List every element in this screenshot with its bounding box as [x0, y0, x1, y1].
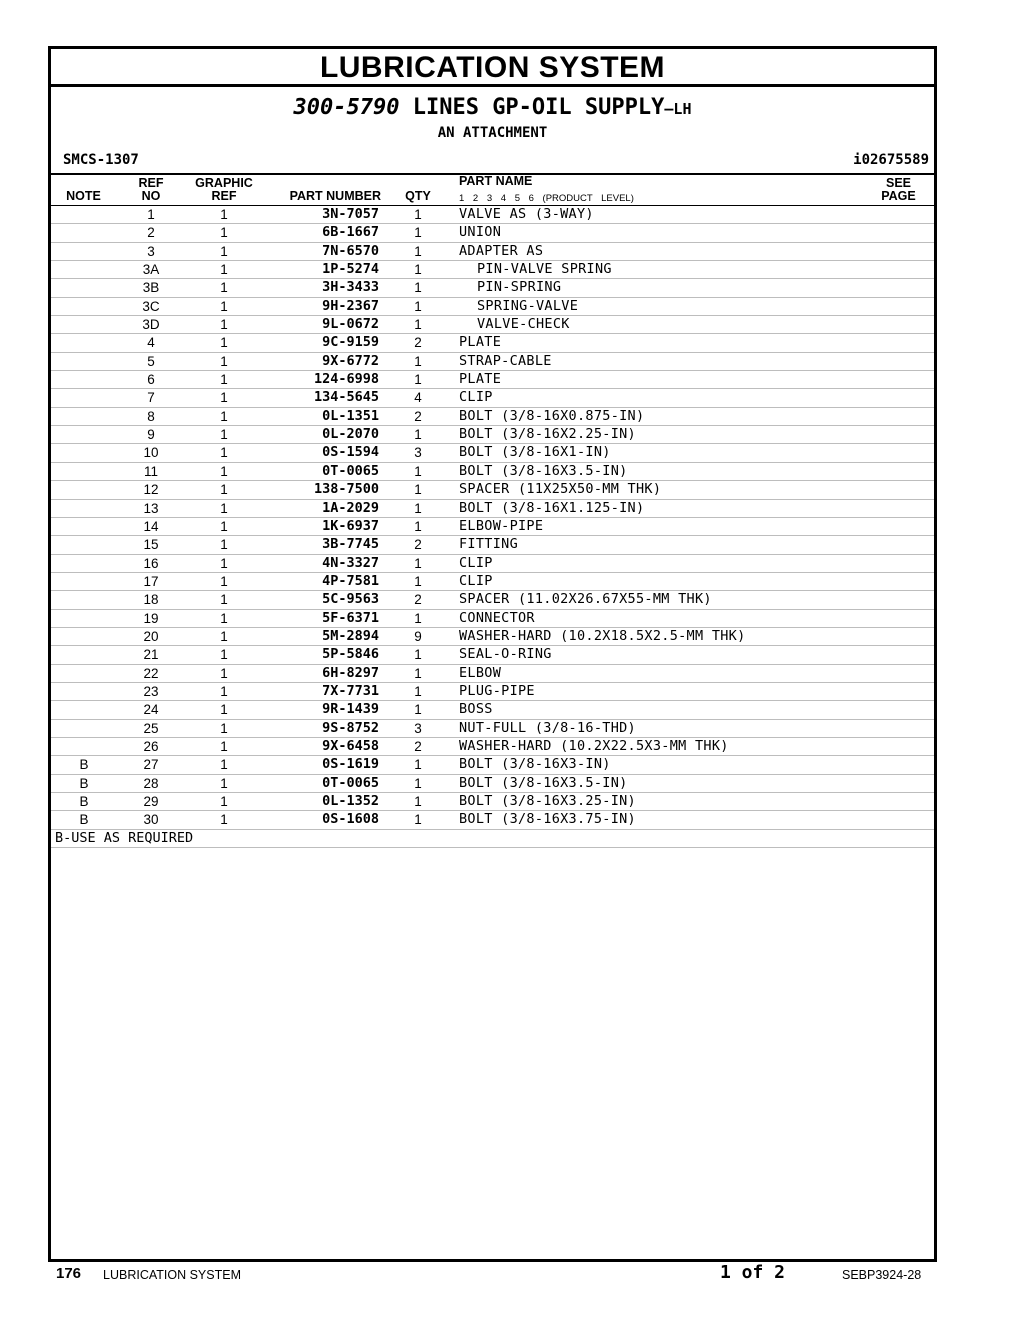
graphic-ref-cell: 1: [220, 683, 228, 699]
part-number-cell: 3N-7057: [322, 206, 379, 222]
table-row: [51, 206, 934, 224]
header-graphic-ref-bottom: REF: [211, 189, 237, 203]
part-name-cell: PIN-VALVE SPRING: [477, 261, 612, 278]
part-name-cell: CLIP: [459, 572, 493, 589]
ref-no-cell: 16: [143, 555, 159, 571]
part-name-cell: CLIP: [459, 554, 493, 571]
qty-cell: 2: [414, 592, 422, 608]
graphic-ref-cell: 1: [220, 353, 228, 369]
smcs-code: SMCS-1307: [63, 152, 139, 168]
qty-cell: 2: [414, 335, 422, 351]
part-number-cell: 7X-7731: [322, 682, 379, 699]
ref-no-cell: 17: [143, 573, 159, 589]
ref-no-cell: 20: [143, 628, 159, 644]
part-number-cell: 0L-1351: [322, 407, 379, 424]
qty-cell: 1: [414, 812, 422, 828]
ref-no-cell: 7: [147, 390, 155, 406]
header-qty: QTY: [405, 189, 431, 203]
part-number-cell: 0T-0065: [322, 462, 379, 479]
table-row: [51, 408, 934, 426]
ref-no-cell: 29: [143, 794, 159, 809]
ref-no-cell: 25: [143, 720, 159, 736]
part-name-cell: CLIP: [459, 389, 493, 406]
part-number-cell: 6B-1667: [322, 224, 379, 241]
document-id: i02675589: [853, 152, 929, 168]
ref-no-cell: 27: [143, 757, 159, 773]
note-cell: B: [79, 794, 89, 809]
part-name-cell: STRAP-CABLE: [459, 352, 552, 369]
footer-page-number: 176: [56, 1265, 82, 1282]
part-number-cell: 134-5645: [313, 389, 379, 406]
table-row: [51, 775, 934, 793]
table-row: [51, 555, 934, 573]
header-graphic-ref-top: GRAPHIC: [195, 176, 253, 190]
ref-no-cell: 4: [147, 335, 155, 351]
table-row: [51, 518, 934, 536]
graphic-ref-cell: 1: [220, 372, 228, 388]
part-name-cell: PLATE: [459, 371, 502, 388]
qty-cell: 1: [414, 243, 422, 259]
part-number-cell: 1P-5274: [322, 261, 379, 278]
table-row: [51, 298, 934, 316]
ref-no-cell: 11: [143, 463, 158, 479]
graphic-ref-cell: 1: [220, 665, 228, 681]
part-name-cell: BOLT (3/8-16X2.25-IN): [459, 426, 636, 443]
graphic-ref-cell: 1: [220, 537, 228, 553]
qty-cell: 1: [414, 463, 422, 479]
qty-cell: 1: [414, 775, 422, 791]
part-name-cell: WASHER-HARD (10.2X22.5X3-MM THK): [459, 737, 729, 754]
part-number-cell: 5M-2894: [322, 627, 379, 644]
ref-no-cell: 18: [143, 592, 159, 608]
ref-no-cell: 5: [147, 353, 155, 369]
table-row: [51, 591, 934, 609]
group-part-number: 300-5790: [293, 95, 400, 120]
part-number-cell: 1A-2029: [322, 499, 379, 516]
table-row: [51, 481, 934, 499]
footer-page-of: 1 of 2: [720, 1262, 786, 1283]
graphic-ref-cell: 1: [220, 720, 228, 736]
qty-cell: 1: [414, 262, 422, 278]
footer-section: LUBRICATION SYSTEM: [103, 1268, 241, 1282]
graphic-ref-cell: 1: [220, 335, 228, 351]
graphic-ref-cell: 1: [220, 207, 228, 222]
graphic-ref-cell: 1: [220, 775, 228, 791]
qty-cell: 1: [414, 482, 422, 498]
part-number-cell: 124-6998: [313, 371, 379, 388]
ref-no-cell: 23: [143, 683, 159, 699]
qty-cell: 4: [414, 390, 422, 406]
part-name-cell: ELBOW-PIPE: [459, 517, 544, 534]
qty-cell: 2: [414, 537, 422, 553]
part-name-cell: FITTING: [459, 536, 518, 553]
part-number-cell: 9S-8752: [322, 719, 379, 736]
part-number-cell: 9R-1439: [322, 701, 379, 718]
qty-cell: 1: [414, 573, 422, 589]
table-row: [51, 426, 934, 444]
part-number-cell: 0S-1608: [322, 811, 379, 828]
qty-cell: 2: [414, 408, 422, 424]
table-row: [51, 389, 934, 407]
header-see-top: SEE: [885, 176, 911, 190]
group-name: LINES GP-OIL SUPPLY: [412, 95, 665, 120]
part-number-cell: 9H-2367: [322, 297, 379, 314]
part-number-cell: 4P-7581: [322, 572, 379, 589]
page-footer: [0, 1262, 1020, 1286]
graphic-ref-cell: 1: [220, 573, 228, 589]
part-number-cell: 3H-3433: [322, 279, 379, 296]
table-row: [51, 683, 934, 701]
part-name-cell: BOLT (3/8-16X3.5-IN): [459, 774, 628, 791]
table-row: [51, 536, 934, 554]
attachment-label: AN ATTACHMENT: [437, 125, 548, 141]
header-note: NOTE: [66, 189, 101, 203]
ref-no-cell: 10: [143, 445, 159, 461]
table-row: [51, 646, 934, 664]
qty-cell: 1: [414, 225, 422, 241]
qty-cell: 1: [414, 518, 422, 534]
ref-no-cell: 9: [147, 427, 155, 443]
table-row: [51, 610, 934, 628]
part-name-cell: PIN-SPRING: [477, 279, 562, 296]
part-number-cell: 0L-2070: [322, 426, 379, 443]
qty-cell: 3: [414, 720, 422, 736]
part-name-cell: BOLT (3/8-16X3.25-IN): [459, 793, 636, 809]
part-number-cell: 9X-6458: [322, 737, 379, 754]
part-name-cell: PLUG-PIPE: [459, 682, 535, 699]
table-row: [51, 701, 934, 719]
ref-no-cell: 3B: [142, 280, 160, 296]
part-name-cell: BOLT (3/8-16X3-IN): [459, 756, 611, 773]
note-cell: B: [79, 775, 89, 791]
graphic-ref-cell: 1: [220, 500, 228, 516]
ref-no-cell: 22: [143, 665, 159, 681]
part-name-cell: SPACER (11X25X50-MM THK): [459, 481, 662, 498]
ref-no-cell: 21: [143, 647, 159, 663]
graphic-ref-cell: 1: [220, 518, 228, 534]
qty-cell: 1: [414, 280, 422, 296]
part-name-cell: NUT-FULL (3/8-16-THD): [459, 719, 636, 736]
ref-no-cell: 14: [143, 518, 159, 534]
table-row: [51, 756, 934, 774]
part-number-cell: 5F-6371: [322, 609, 379, 626]
qty-cell: 1: [414, 647, 422, 663]
footnote: B-USE AS REQUIRED: [51, 830, 934, 848]
qty-cell: 1: [414, 372, 422, 388]
ref-no-cell: 12: [143, 482, 159, 498]
group-suffix: —LH: [664, 100, 692, 118]
ref-no-cell: 6: [147, 372, 155, 388]
graphic-ref-cell: 1: [220, 225, 228, 241]
table-row: [51, 720, 934, 738]
graphic-ref-cell: 1: [220, 243, 228, 259]
qty-cell: 1: [414, 317, 422, 333]
table-row: [51, 334, 934, 352]
graphic-ref-cell: 1: [220, 317, 228, 333]
part-number-cell: 0L-1352: [322, 793, 379, 809]
table-row: [51, 665, 934, 683]
note-cell: B: [79, 757, 89, 773]
table-row: [51, 261, 934, 279]
part-name-cell: BOLT (3/8-16X1-IN): [459, 444, 611, 461]
qty-cell: 1: [414, 500, 422, 516]
ref-no-cell: 3A: [142, 262, 160, 278]
part-name-cell: BOSS: [459, 701, 493, 718]
table-row: [51, 371, 934, 389]
part-number-cell: 9X-6772: [322, 352, 379, 369]
part-name-cell: VALVE AS (3-WAY): [459, 206, 594, 222]
part-number-cell: 0S-1594: [322, 444, 379, 461]
header-part-number: PART NUMBER: [289, 189, 381, 203]
part-name-cell: SEAL-O-RING: [459, 646, 552, 663]
table-header: [51, 175, 934, 205]
part-number-cell: 7N-6570: [322, 242, 379, 259]
qty-cell: 1: [414, 665, 422, 681]
table-row: [51, 738, 934, 756]
table-row: [51, 279, 934, 297]
qty-cell: 2: [414, 738, 422, 754]
ref-no-cell: 13: [143, 500, 159, 516]
qty-cell: 1: [414, 298, 422, 314]
qty-cell: 1: [414, 683, 422, 699]
qty-cell: 1: [414, 794, 422, 809]
table-row: [51, 573, 934, 591]
graphic-ref-cell: 1: [220, 794, 228, 809]
qty-cell: 1: [414, 427, 422, 443]
header-see-bottom: PAGE: [881, 189, 916, 203]
page-title: LUBRICATION SYSTEM: [51, 49, 934, 87]
part-number-cell: 9L-0672: [322, 316, 379, 333]
graphic-ref-cell: 1: [220, 628, 228, 644]
ref-no-cell: 15: [143, 537, 159, 553]
part-number-cell: 5C-9563: [322, 591, 379, 608]
ref-no-cell: 19: [143, 610, 159, 626]
qty-cell: 9: [414, 628, 422, 644]
part-number-cell: 3B-7745: [322, 536, 379, 553]
table-row: [51, 243, 934, 261]
qty-cell: 1: [414, 353, 422, 369]
ref-no-cell: 24: [143, 702, 159, 718]
part-name-cell: PLATE: [459, 334, 502, 351]
part-name-cell: VALVE-CHECK: [477, 316, 570, 333]
part-number-cell: 138-7500: [313, 481, 379, 498]
table-row: [51, 224, 934, 242]
ref-no-cell: 3: [147, 243, 155, 259]
graphic-ref-cell: 1: [220, 482, 228, 498]
part-number-cell: 0S-1619: [322, 756, 379, 773]
table-row: [51, 811, 934, 829]
table-row: [51, 316, 934, 334]
part-name-cell: BOLT (3/8-16X3.5-IN): [459, 462, 628, 479]
graphic-ref-cell: 1: [220, 702, 228, 718]
graphic-ref-cell: 1: [220, 280, 228, 296]
header-ref-no-top: REF: [138, 176, 164, 190]
graphic-ref-cell: 1: [220, 427, 228, 443]
table-row: [51, 793, 934, 811]
ref-no-cell: 26: [143, 738, 159, 754]
part-number-cell: 5P-5846: [322, 646, 379, 663]
header-part-name: PART NAME: [459, 174, 533, 188]
header-product-level: 1 2 3 4 5 6 (PRODUCT LEVEL): [459, 193, 634, 204]
part-name-cell: BOLT (3/8-16X3.75-IN): [459, 811, 636, 828]
part-name-cell: WASHER-HARD (10.2X18.5X2.5-MM THK): [459, 627, 746, 644]
graphic-ref-cell: 1: [220, 463, 228, 479]
ref-no-cell: 1: [147, 207, 155, 222]
page-frame: [48, 46, 937, 1262]
part-name-cell: UNION: [459, 224, 502, 241]
qty-cell: 1: [414, 610, 422, 626]
graphic-ref-cell: 1: [220, 390, 228, 406]
note-cell: B: [79, 812, 89, 828]
part-number-cell: 6H-8297: [322, 664, 379, 681]
part-number-cell: 9C-9159: [322, 334, 379, 351]
graphic-ref-cell: 1: [220, 738, 228, 754]
ref-no-cell: 8: [147, 408, 155, 424]
part-name-cell: ADAPTER AS: [459, 242, 544, 259]
graphic-ref-cell: 1: [220, 408, 228, 424]
qty-cell: 1: [414, 702, 422, 718]
table-row: [51, 463, 934, 481]
part-name-cell: ELBOW: [459, 664, 502, 681]
part-name-cell: SPRING-VALVE: [477, 297, 579, 314]
group-title: [51, 95, 934, 120]
ref-no-cell: 3C: [142, 298, 160, 314]
qty-cell: 1: [414, 207, 422, 222]
ref-no-cell: 2: [147, 225, 155, 241]
graphic-ref-cell: 1: [220, 298, 228, 314]
part-number-cell: 4N-3327: [322, 554, 379, 571]
part-name-cell: BOLT (3/8-16X0.875-IN): [459, 407, 645, 424]
qty-cell: 1: [414, 757, 422, 773]
footer-document-number: SEBP3924-28: [842, 1268, 922, 1282]
part-name-cell: BOLT (3/8-16X1.125-IN): [459, 499, 645, 516]
graphic-ref-cell: 1: [220, 445, 228, 461]
graphic-ref-cell: 1: [220, 610, 228, 626]
graphic-ref-cell: 1: [220, 555, 228, 571]
parts-table: [51, 206, 934, 848]
ref-no-cell: 30: [143, 812, 159, 828]
table-row: [51, 628, 934, 646]
ref-no-cell: 28: [143, 775, 159, 791]
part-number-cell: 1K-6937: [322, 517, 379, 534]
table-row: [51, 500, 934, 518]
header-ref-no-bottom: NO: [141, 189, 161, 203]
graphic-ref-cell: 1: [220, 757, 228, 773]
graphic-ref-cell: 1: [220, 647, 228, 663]
graphic-ref-cell: 1: [220, 262, 228, 278]
table-row: [51, 444, 934, 462]
qty-cell: 3: [414, 445, 422, 461]
ref-no-cell: 3D: [142, 317, 160, 333]
qty-cell: 1: [414, 555, 422, 571]
table-row: [51, 353, 934, 371]
part-name-cell: CONNECTOR: [459, 609, 535, 626]
part-name-cell: SPACER (11.02X26.67X55-MM THK): [459, 591, 712, 608]
part-number-cell: 0T-0065: [322, 774, 379, 791]
graphic-ref-cell: 1: [220, 812, 228, 828]
graphic-ref-cell: 1: [220, 592, 228, 608]
